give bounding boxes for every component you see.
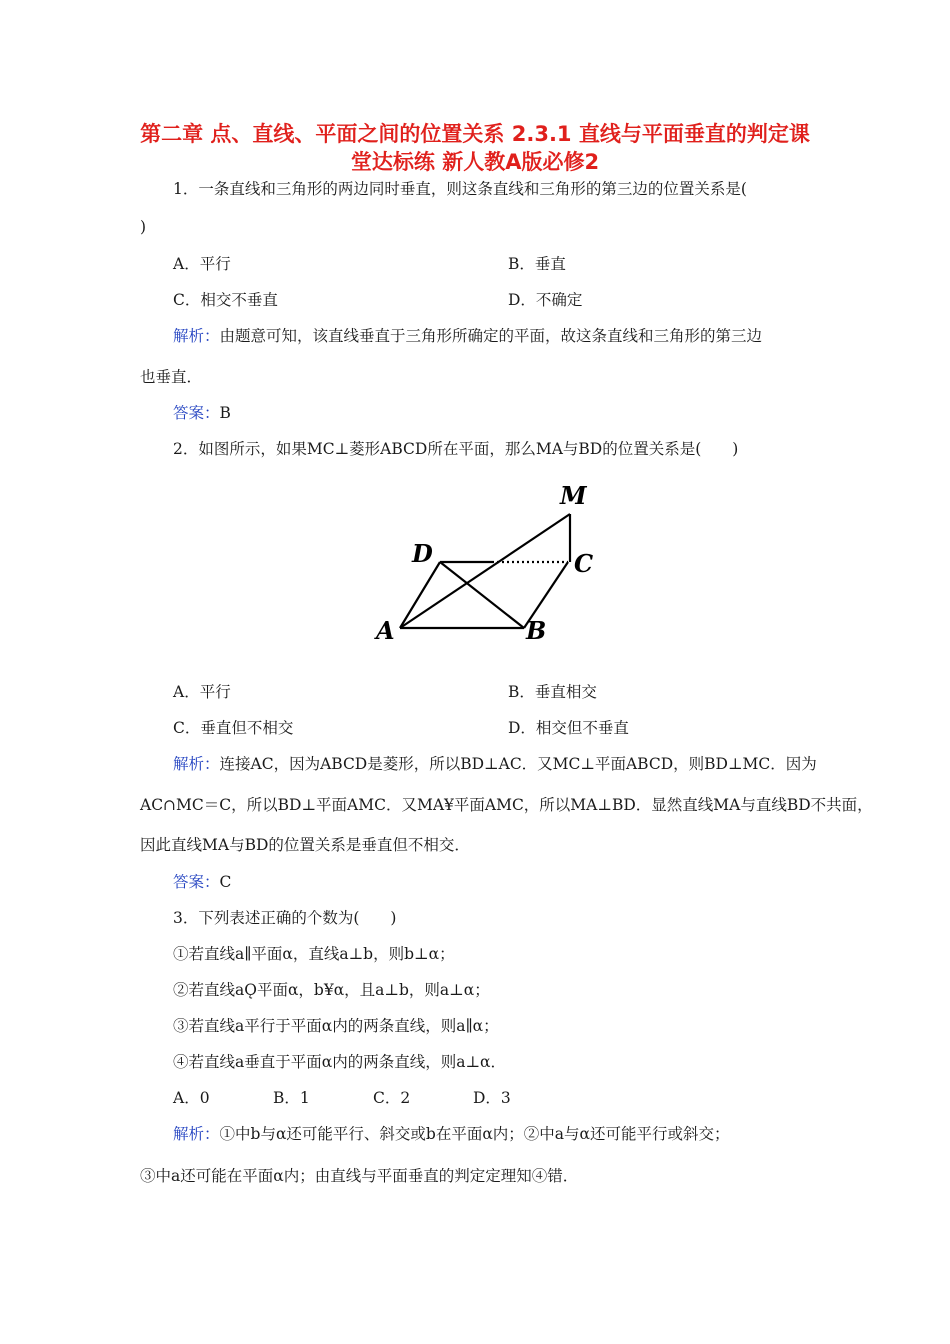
q1-option-b: B．垂直 [508,255,566,273]
q2-answer [173,871,231,893]
q1-stem-line2: ) [140,218,147,236]
q3-stem: 3．下列表述正确的个数为( ) [173,909,397,927]
q3-option-a: A．0 [173,1089,210,1107]
q2-option-d: D．相交但不垂直 [508,719,629,737]
q3-item-3: ③若直线a平行于平面α内的两条直线，则a∥α； [173,1017,499,1035]
q3-option-d: D．3 [473,1089,511,1107]
edge-ad [400,562,440,628]
label-c: C [574,549,594,578]
q1-option-a: A．平行 [173,255,231,273]
segment-am [400,514,570,628]
q1-analysis-text: 由题意可知，该直线垂直于三角形所确定的平面，故这条直线和三角形的第三边 [219,327,763,345]
q1-option-d: D．不确定 [508,291,583,309]
q3-analysis-label: 解析： [173,1125,220,1143]
q1-analysis-line1 [173,325,762,347]
q3-option-b: B．1 [273,1089,310,1107]
q2-analysis-line2: AC∩MC＝C，所以BD⊥平面AMC．又MA¥平面AMC，所以MA⊥BD．显然直线MA与直线BD不共面， [140,796,873,814]
rhombus-figure [360,478,620,648]
q3-analysis-line1 [173,1123,730,1145]
q3-item-2: ②若直线aǪ平面α，b¥α，且a⊥b，则a⊥α； [173,981,490,999]
q1-answer-value: B [219,404,231,422]
q1-analysis-label: 解析： [173,327,220,345]
q3-item-1: ①若直线a∥平面α，直线a⊥b，则b⊥α； [173,945,455,963]
q2-analysis-line3: 因此直线MA与BD的位置关系是垂直但不相交． [140,836,470,854]
q3-analysis-text: ①中b与α还可能平行、斜交或b在平面α内；②中a与α还可能平行或斜交； [219,1125,730,1143]
page-title: 第二章 点、直线、平面之间的位置关系 2.3.1 直线与平面垂直的判定课堂达标练 新人教A版必修2 [140,122,810,174]
q2-analysis-label: 解析： [173,755,220,773]
q3-option-c: C．2 [373,1089,411,1107]
q1-answer-label: 答案： [173,404,220,422]
q1-option-c: C．相交不垂直 [173,291,278,309]
q2-option-c: C．垂直但不相交 [173,719,294,737]
label-m: M [560,481,587,510]
label-d: D [412,539,433,568]
q2-analysis-line1 [173,753,817,775]
q1-analysis-line2: 也垂直． [140,368,203,386]
q2-answer-value: C [219,873,232,891]
q2-option-b: B．垂直相交 [508,683,597,701]
q2-option-a: A．平行 [173,683,231,701]
q1-stem-line1: 1．一条直线和三角形的两边同时垂直，则这条直线和三角形的第三边的位置关系是( [173,180,747,198]
q2-stem: 2．如图所示，如果MC⊥菱形ABCD所在平面，那么MA与BD的位置关系是( ) [173,440,739,458]
q2-answer-label: 答案： [173,873,220,891]
q2-analysis-text: 连接AC，因为ABCD是菱形，所以BD⊥AC．又MC⊥平面ABCD，则BD⊥MC．因为 [219,755,817,773]
label-b: B [526,616,547,645]
q3-item-4: ④若直线a垂直于平面α内的两条直线，则a⊥α． [173,1053,506,1071]
label-a: A [376,616,395,645]
q3-analysis-line2: ③中a还可能在平面α内；由直线与平面垂直的判定定理知④错． [140,1167,579,1185]
q1-answer [173,402,231,424]
